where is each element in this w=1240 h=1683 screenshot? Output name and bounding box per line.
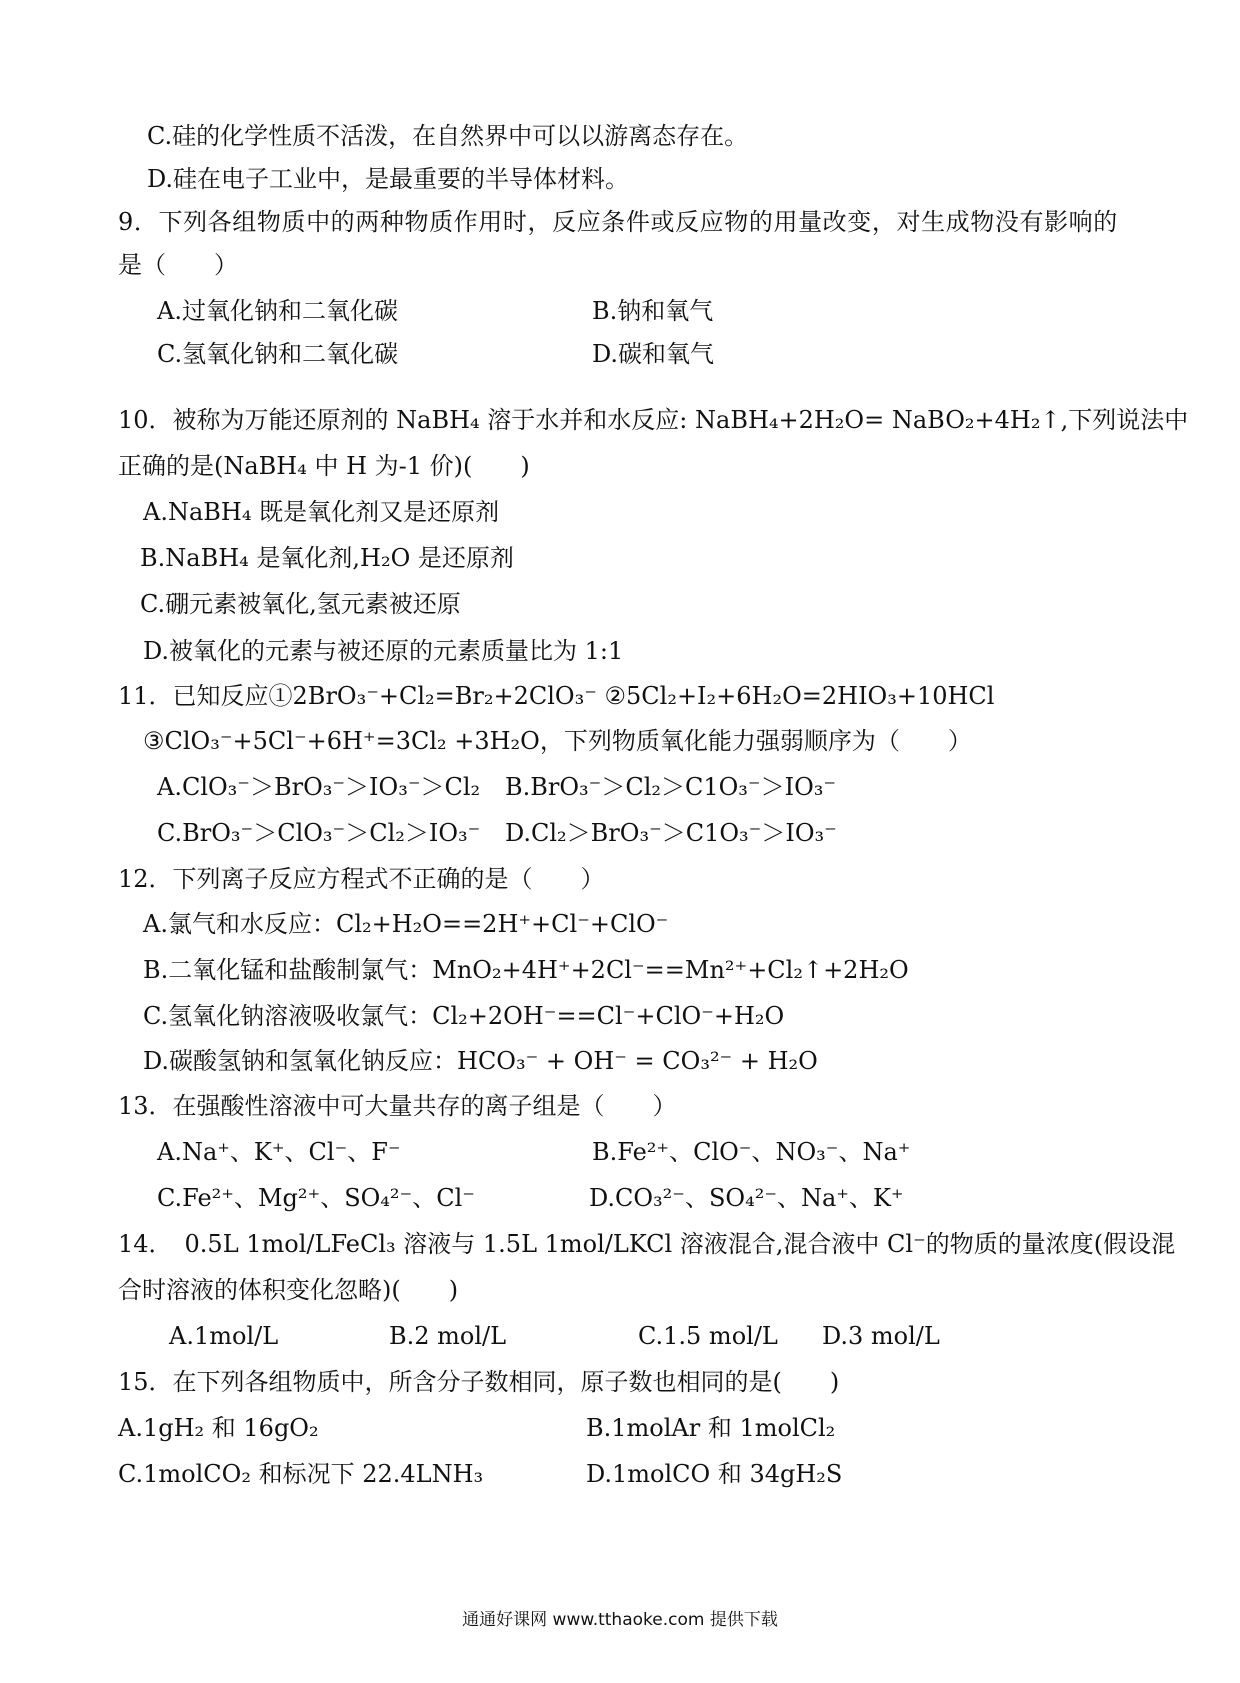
line: A.氯气和水反应：Cl₂+H₂O==2H⁺+Cl⁻+ClO⁻ xyxy=(143,910,669,938)
line: B.钠和氧气 xyxy=(592,297,714,325)
line: 正确的是(NaBH₄ 中 H 为-1 价)( ) xyxy=(118,452,530,480)
page-footer: 通通好课网 www.tthaoke.com 提供下载 xyxy=(462,1610,778,1630)
line: A.过氧化钠和二氧化碳 xyxy=(157,297,398,325)
line: C.1molCO₂ 和标况下 22.4LNH₃ xyxy=(118,1460,484,1488)
line: 是（ ） xyxy=(118,251,238,279)
line: C.1.5 mol/L xyxy=(638,1322,778,1350)
line: C.BrO₃⁻＞ClO₃⁻＞Cl₂＞IO₃⁻ xyxy=(157,819,481,847)
line: A.NaBH₄ 既是氧化剂又是还原剂 xyxy=(143,498,500,526)
line: A.1mol/L xyxy=(169,1322,279,1350)
line: D.Cl₂＞BrO₃⁻＞C1O₃⁻＞IO₃⁻ xyxy=(505,819,837,847)
line: 11．已知反应①2BrO₃⁻+Cl₂=Br₂+2ClO₃⁻ ②5Cl₂+I₂+6H₂O=2HIO₃+10HCl xyxy=(118,682,995,710)
line: 14． 0.5L 1mol/LFeCl₃ 溶液与 1.5L 1mol/LKCl 溶液混合,混合液中 Cl⁻的物质的量浓度(假设混 xyxy=(118,1230,1176,1258)
line: 13．在强酸性溶液中可大量共存的离子组是（ ） xyxy=(118,1092,677,1120)
line: ③ClO₃⁻+5Cl⁻+6H⁺=3Cl₂ +3H₂O，下列物质氧化能力强弱顺序为（ ） xyxy=(143,727,972,755)
line: A.ClO₃⁻＞BrO₃⁻＞IO₃⁻＞Cl₂ xyxy=(157,773,481,801)
line: D.CO₃²⁻、SO₄²⁻、Na⁺、K⁺ xyxy=(589,1184,904,1212)
line: 10．被称为万能还原剂的 NaBH₄ 溶于水并和水反应: NaBH₄+2H₂O= NaBO₂+4H₂↑,下列说法中 xyxy=(118,406,1189,434)
line: B.1molAr 和 1molCl₂ xyxy=(586,1414,836,1442)
line: C.Fe²⁺、Mg²⁺、SO₄²⁻、Cl⁻ xyxy=(157,1184,475,1212)
line: 15．在下列各组物质中，所含分子数相同，原子数也相同的是( ) xyxy=(118,1368,840,1396)
line: C.氢氧化钠和二氧化碳 xyxy=(157,340,399,368)
line: D.碳酸氢钠和氢氧化钠反应：HCO₃⁻ + OH⁻ = CO₃²⁻ + H₂O xyxy=(143,1047,818,1075)
line: 12．下列离子反应方程式不正确的是（ ） xyxy=(118,865,605,893)
line: A.Na⁺、K⁺、Cl⁻、F⁻ xyxy=(157,1138,401,1166)
line: C.氢氧化钠溶液吸收氯气：Cl₂+2OH⁻==Cl⁻+ClO⁻+H₂O xyxy=(143,1002,785,1030)
line: 9．下列各组物质中的两种物质作用时，反应条件或反应物的用量改变，对生成物没有影响的 xyxy=(118,208,1118,236)
line: D.3 mol/L xyxy=(822,1322,940,1350)
line: D.被氧化的元素与被还原的元素质量比为 1:1 xyxy=(143,637,624,665)
line: C.硅的化学性质不活泼，在自然界中可以以游离态存在。 xyxy=(147,122,749,150)
line: D.碳和氧气 xyxy=(592,340,715,368)
line: B.Fe²⁺、ClO⁻、NO₃⁻、Na⁺ xyxy=(592,1138,911,1166)
line: B.2 mol/L xyxy=(389,1322,507,1350)
line: D.硅在电子工业中，是最重要的半导体材料。 xyxy=(147,165,630,193)
line: A.1gH₂ 和 16gO₂ xyxy=(118,1414,319,1442)
line: B.BrO₃⁻＞Cl₂＞C1O₃⁻＞IO₃⁻ xyxy=(505,773,837,801)
line: B.二氧化锰和盐酸制氯气：MnO₂+4H⁺+2Cl⁻==Mn²⁺+Cl₂↑+2H₂O xyxy=(143,956,909,984)
line: C.硼元素被氧化,氢元素被还原 xyxy=(140,590,461,618)
line: B.NaBH₄ 是氧化剂,H₂O 是还原剂 xyxy=(140,544,514,572)
line: 合时溶液的体积变化忽略)( ) xyxy=(118,1276,459,1304)
line: D.1molCO 和 34gH₂S xyxy=(586,1460,843,1488)
